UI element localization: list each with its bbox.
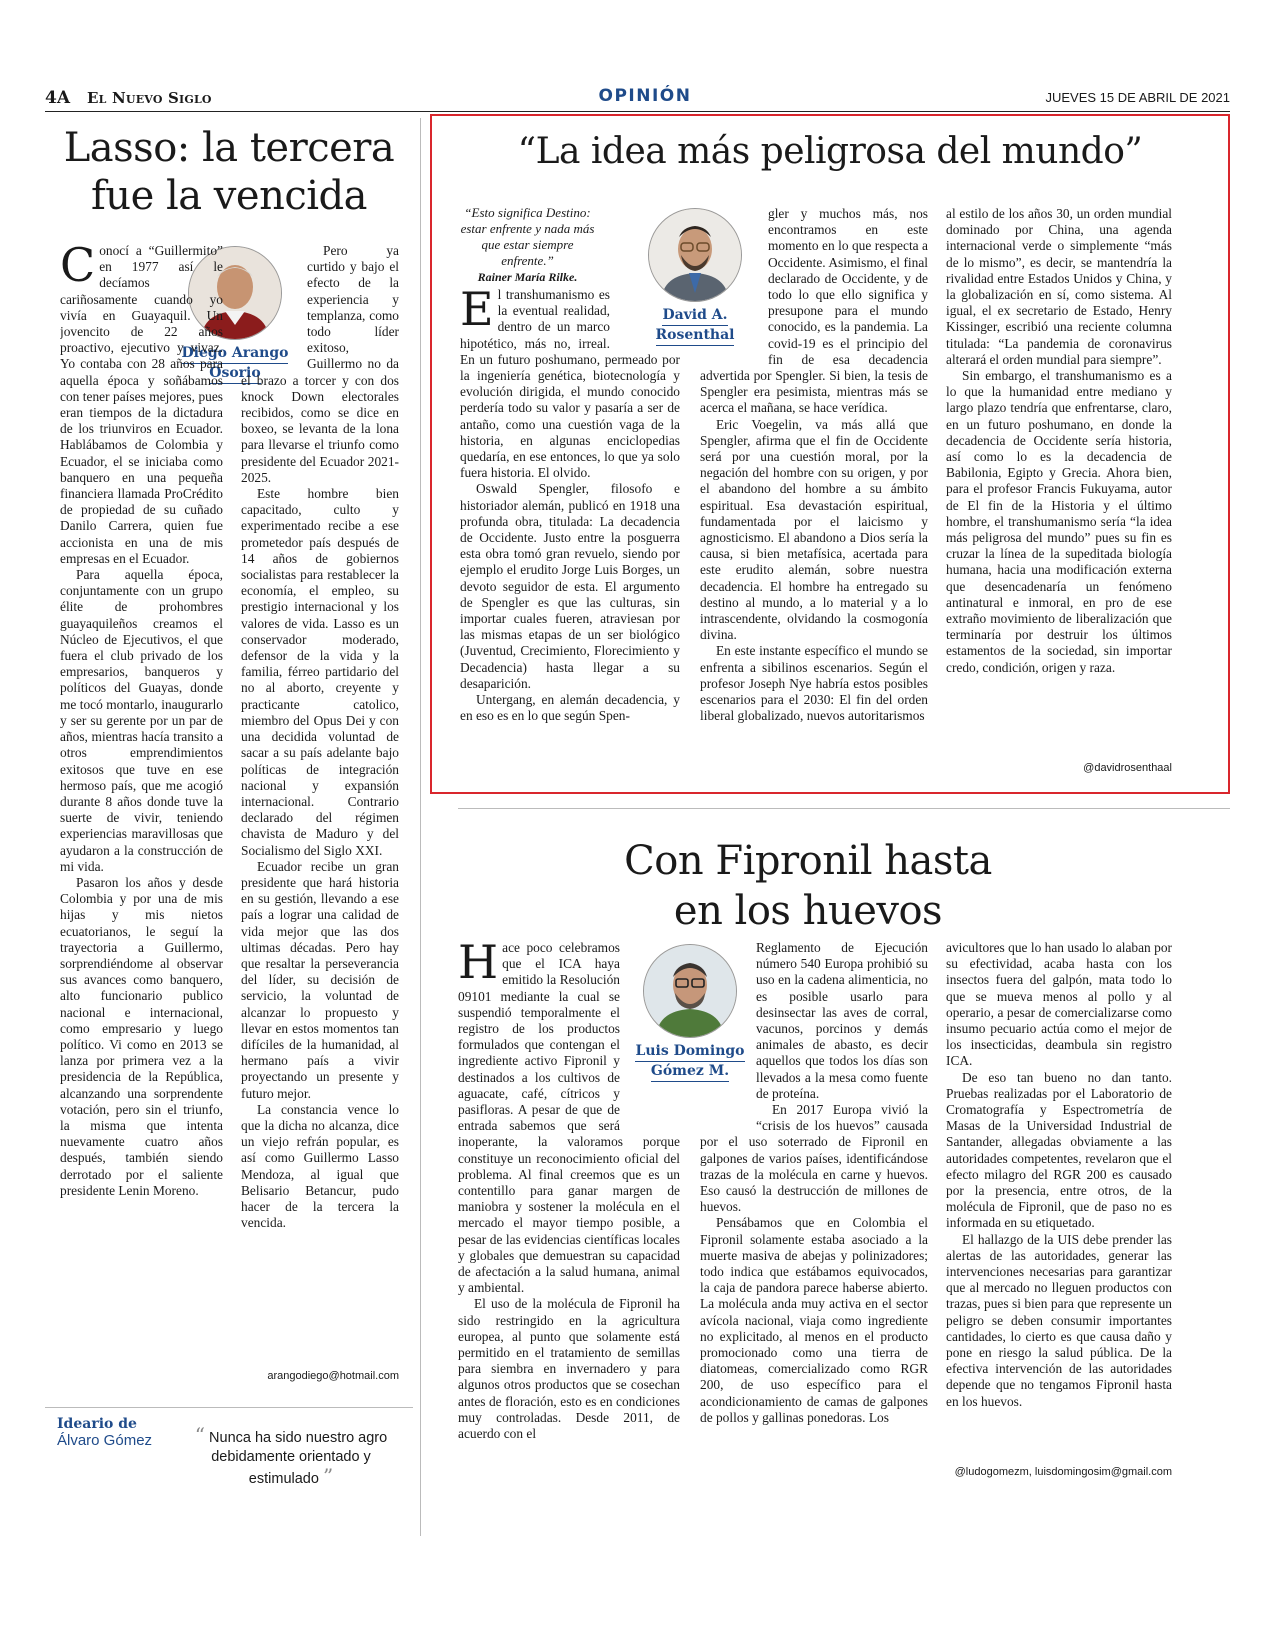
- fipronil-column-1: [458, 940, 680, 1485]
- paragraph: ace poco celebramos que el ICA haya emitido la Resolución 09101 mediante la cual se suspendió temporalmente el registro de los productos formulados que contengan el ingrediente activo Fipronil y destinados a los cultivos de aguacate, café, cítricos y pasifloras. A pesar de que de entrada sabemos que será inoperante, la valoramos porque constituye un reconocimiento oficial del problema. Al final creemos que es un contentillo para ganar margen de maniobra y sostener la molécula en el mercado el mayor tiempo posible, a pesar de las evidencias científicas locales y globales que demuestran su capacidad de afectación a la salud humana, animal y ambiental.: [458, 940, 680, 1296]
- paragraph: gler y muchos más, nos encontramos en este momento en lo que respecta a Occidente. Asimismo, el final declarado de Occidente, y de todo lo que ello significa y presupone para el mundo conocido, es la pandemia. La covid-19 es el principio del fin de esa decadencia advertida por Spengler. Si bien, la tesis de Spengler era pesimista, mientras más se acerca el mañana, se hace verídica.: [700, 206, 928, 416]
- ideario-divider: [45, 1407, 413, 1408]
- fipronil-column-2: [700, 940, 928, 1485]
- drop-cap: E: [460, 287, 494, 336]
- paragraph: El hallazgo de la UIS debe prender las alertas de las autoridades, generar las intervenciones necesarias para garantizar que al mercado no lleguen productos con trazas, pues si bien para que represente un peligro se deben consumir importantes cantidades, lo cierto es que causa daño y pone en riesgo la salud pública. De la efectiva intervención de las autoridades depende que no tengamos Fipronil hasta en los huevos.: [946, 1231, 1172, 1409]
- paragraph: Para aquella época, conjuntamente con un grupo élite de prohombres guayaquileños creamos el Núcleo de Ejecutivos, el que fuera el club privado de los empresarios, banqueros y políticos del Guayas, donde me tocó montarlo, inaugurarlo y ser su gerente por un par de años, mientras hacía transito a otros emprendimientos exitosos que tuve en ese hermoso país, que me acogió durante 8 años donde tuve la suerte de vivir, teniendo experiencias maravillosas que ayudaron a la construcción de mi vida.: [60, 567, 223, 874]
- paragraph: De eso tan bueno no dan tanto. Pruebas realizadas por el Laboratorio de Cromatografía y Espectrometría de Masas de la Universidad Industrial de Santander, allegadas obviamente a las autoridades competentes, revelaron que el efecto milagro del RGR 200 es causado por la presencia, entre otros, de la molécula de Fipronil, que de paso no es informada en su etiquetado.: [946, 1069, 1172, 1231]
- paragraph: Untergang, en alemán decadencia, y en eso es en lo que según Spen-: [460, 692, 680, 724]
- close-quote-icon: ”: [322, 1464, 334, 1488]
- paragraph: El uso de la molécula de Fipronil ha sido restringido en la agricultura europea, al punto que solamente está permitido en el tratamiento de semillas para siembra en invernadero y para algunos otros productos que se cosechan antes de floración, esto es en condiciones muy controladas. Desde 2011, de acuerdo con el: [458, 1296, 680, 1442]
- headline-line: Lasso: la tercera: [63, 125, 395, 171]
- headline-line: Con Fipronil hasta: [624, 838, 992, 884]
- issue-date: JUEVES 15 DE ABRIL DE 2021: [1045, 90, 1230, 105]
- paragraph: La constancia vence lo que la dicha no alcanza, dice un viejo refrán popular, es así como Guillermo Lasso Mendoza, al igual que Belisario Betancur, pudo hacer de la tercera la vencida.: [241, 1101, 399, 1231]
- fipronil-headline: [458, 836, 1158, 936]
- paragraph: En este instante específico el mundo se enfrenta a sibilinos escenarios. Según el profesor Joseph Nye habría estos posibles escenarios para el 2030: El fin del orden liberal globalizado, nuevos autoritarismos: [700, 643, 928, 724]
- lasso-column-2: [241, 243, 399, 1370]
- paragraph: En 2017 Europa vivió la “crisis de los huevos” causada por el uso soterrado de Fipronil en galpones de varios países, identificándose trazas de la molécula en carne y huevos. Eso causó la destrucción de millones de huevos.: [700, 1102, 928, 1215]
- masthead-divider: [45, 111, 1230, 112]
- lasso-headline: [45, 124, 413, 220]
- rosenthal-column-1: [460, 287, 680, 777]
- open-quote-icon: “: [194, 1423, 206, 1447]
- paragraph: Pensábamos que en Colombia el Fipronil solamente estaba asociado a la muerte masiva de abejas y polinizadores; todo indica que estábamos equivocados, la caja de pandora parece haberse abierto. La molécula anda muy activa en el sector avícola nacional, viaja como ingrediente no explicitado, al menos en el producto promocionado como una tierra de diatomeas, comercializado como RGR 200, de uso específico para el acondicionamiento de camas de galpones de pollos y gallinas ponedoras. Los: [700, 1215, 928, 1425]
- paragraph: Eric Voegelin, va más allá que Spengler, afirma que el fin de Occidente será por una cuestión moral, por la negación del hombre con su origen, y por el abandono del hombre a su ámbito espiritual. Esa devastación espiritual, fundamentada por el laicismo y agnosticismo. El abandono a Dios sería la causa, si bien metafísica, acertada para este erudito alemán, sobre nuestra decadencia. El hombre ha entregado su destino al mundo, a lo material y a lo intrascendente, olvidando la cosmogonía divina.: [700, 416, 928, 643]
- paragraph: Oswald Spengler, filosofo e historiador alemán, publicó en 1918 una profunda obra, titulada: La decadencia de Occidente. Justo entre la posguerra esta obra tomó gran revuelo, siendo por ejemplo el erudito Jorge Luis Borges, un devoto seguidor de esta. El argumento de Spengler es que las culturas, sin importar cuales fueren, atraviesan por las mismas etapas de un ser biológico (Juventud, Crecimiento, Florecimiento y Decadencia) hasta llegar a su desaparición.: [460, 481, 680, 691]
- rosenthal-headline: “La idea más peligrosa del mundo”: [517, 131, 1143, 172]
- article-divider: [458, 808, 1230, 809]
- fipronil-column-3: [946, 940, 1172, 1460]
- epigraph-author: Rainer María Rilke.: [477, 270, 578, 284]
- paragraph: al estilo de los años 30, un orden mundial dominado por China, una agenda internacional verde o simplemente “más de lo mismo”, es decir, se mantendría la rivalidad entre Estados Unidos y China, y la globalización en sí, como sistema. Al igual, el ex secretario de Estado, Henry Kissinger, escribió una reciente columna titulada: “La pandemia de coronavirus alterará el orden mundial para siempre”.: [946, 206, 1172, 367]
- author-name: David A. Rosenthal: [640, 306, 750, 346]
- headline-line: fue la vencida: [91, 173, 367, 219]
- rosenthal-column-2: [700, 206, 928, 777]
- paragraph: l transhumanismo es la eventual realidad, dentro de un marco hipotético, más no, irreal. En un futuro poshumano, permeado por la ingeniería genética, biotecnología y evolución dirigida, el mundo conocido perdería todo su valor y pasaría a ser de antaño, como una cuestión vaga de la historia, en algunas enciclopedias quedaría, en ese entonces, lo que ya solo fuera historia. El olvido.: [460, 287, 680, 481]
- ideario-label: Ideario de: [57, 1416, 137, 1432]
- section-title: OPINIÓN: [598, 86, 692, 106]
- drop-cap: C: [60, 243, 96, 292]
- ideario-quote: [180, 1423, 402, 1489]
- paragraph: onocí a “Guillermito” en 1977 así le decíamos cariñosamente cuando yo vivía en Guayaquil. Un jovencito de 22 años proactivo, ejecutivo y vivaz. Yo contaba con 28 años para aquella época y soñábamos con tener países mejores, pues eran tiempos de la dictadura de los triunviros en Ecuador. Hablábamos de Colombia y Ecuador, el se iniciaba como banquero en una pequeña financiera llamada ProCrédito de propiedad de su cuñado Danilo Carrera, quien fue accionista en una de mis empresas en el Ecuador.: [60, 243, 223, 566]
- page-number: 4A: [45, 88, 71, 108]
- author-contact[interactable]: @ludogomezm, luisdomingosim@gmail.com: [954, 1466, 1172, 1478]
- rosenthal-column-3: [946, 206, 1172, 757]
- paragraph: avicultores que lo han usado lo alaban por su efectividad, acaba hasta con los insectos fuera del galpón, mata todo lo que se mueva menos al pollo y al operario, a pesar de comercializarse como insumo pecuario actúa como el mejor de los insecticidas, deambula sin registro ICA.: [946, 940, 1172, 1069]
- masthead: [45, 88, 1230, 110]
- drop-cap: H: [458, 940, 499, 989]
- epigraph-text: “Esto significa Destino: estar enfrente y nada más que estar siempre enfrente.”: [460, 205, 595, 268]
- author-name: Diego Arango Osorio: [180, 344, 290, 384]
- author-twitter-handle[interactable]: @davidrosenthaal: [1083, 762, 1172, 774]
- ideario-block: [57, 1416, 177, 1449]
- quote-text: Nunca ha sido nuestro agro debidamente orientado y estimulado: [209, 1430, 388, 1487]
- author-name: Luis Domingo Gómez M.: [630, 1042, 750, 1082]
- author-email[interactable]: arangodiego@hotmail.com: [267, 1370, 399, 1382]
- lasso-column-1: [60, 243, 223, 1383]
- paragraph: Reglamento de Ejecución número 540 Europa prohibió su uso en la cadena alimenticia, no es posible usarlo para desinsectar las aves de corral, vacunos, porcinos y demás animales de abasto, es decir aquellos que todos los días son llevados a la mesa como fuente de proteína.: [756, 940, 928, 1101]
- paragraph: Este hombre bien capacitado, culto y experimentado recibe a ese prometedor país después de 14 años de gobiernos socialistas para restablecer la economía, el empleo, su prestigio internacional y los valores de vida. Lasso es un conservador moderado, defensor de la vida y la familia, férreo partidario del no al aborto, creyente y practicante catolico, miembro del Opus Dei y con una decidida voluntad de sacar a su país adelante bajo políticas de integración nacional y expansión internacional. Contrario declarado del régimen chavista de Maduro y del Socialismo del Siglo XXI.: [241, 486, 399, 858]
- paragraph: Ecuador recibe un gran presidente que hará historia en su gestión, llevando a ese país a lograr una calidad de vida mejor que las dos ultimas décadas. Pero hay que resaltar la perseverancia del líder, su decisión de servicio, la voluntad de alcanzar lo propuesto y llevar en estos momentos tan difíciles de la humanidad, al hermano país a vivir proyectando un presente y futuro mejor.: [241, 858, 399, 1101]
- paragraph: Sin embargo, el transhumanismo es a lo que la humanidad entre mediano y largo plazo tendría que enfrentarse, claro, en un futuro poshumano, en donde la decadencia de Occidente sería historia, así como lo es la decadencia de Babilonia, Egipto y Grecia. Ahora bien, para el profesor Francis Fukuyama, autor de El fin de la Historia y el último hombre, el transhumanismo sería “la idea más peligrosa del mundo” pues su fin es cruzar la línea de la supeditada biología humana, hacia una modificación externa que desencadenaría un fenómeno antinatural e inmoral, en pro de ese extraño movimiento de liberalización que terminaría por destruir los últimos estamentos de la sociedad, sin importar credo, condición, origen y raza.: [946, 368, 1172, 675]
- ideario-quote-block: [180, 1423, 402, 1489]
- paragraph: Pasaron los años y desde Colombia y por una de mis hijas y mis nietos ecuatorianos, le seguí la trayectoria a Guillermo, sorprendiéndome al observar sus avances como banquero, alto funcionario publico nacional e internacional, como empresario y luego político. Vi como en 2013 se lanza por primera vez a la presidencia de la República, alcanzando una sorprendente votación, pero sin el triunfo, la misma que intenta nuevamente cuatro años después, también siendo derrotado por el saliente presidente Lenin Moreno.: [60, 874, 223, 1198]
- ideario-name: Álvaro Gómez: [57, 1432, 153, 1449]
- newspaper-name: El Nuevo Siglo: [87, 89, 212, 107]
- paragraph: Pero ya curtido y bajo el efecto de la experiencia y templanza, como todo líder exitoso, Guillermo no da el brazo a torcer y con dos knock Down electorales recibidos, como se dice en boxeo, se levanta de la lona para llevarse el triunfo como presidente del Ecuador 2021-2025.: [241, 243, 399, 485]
- headline-line: en los huevos: [673, 888, 943, 934]
- epigraph: [460, 205, 595, 285]
- column-divider: [420, 118, 421, 1536]
